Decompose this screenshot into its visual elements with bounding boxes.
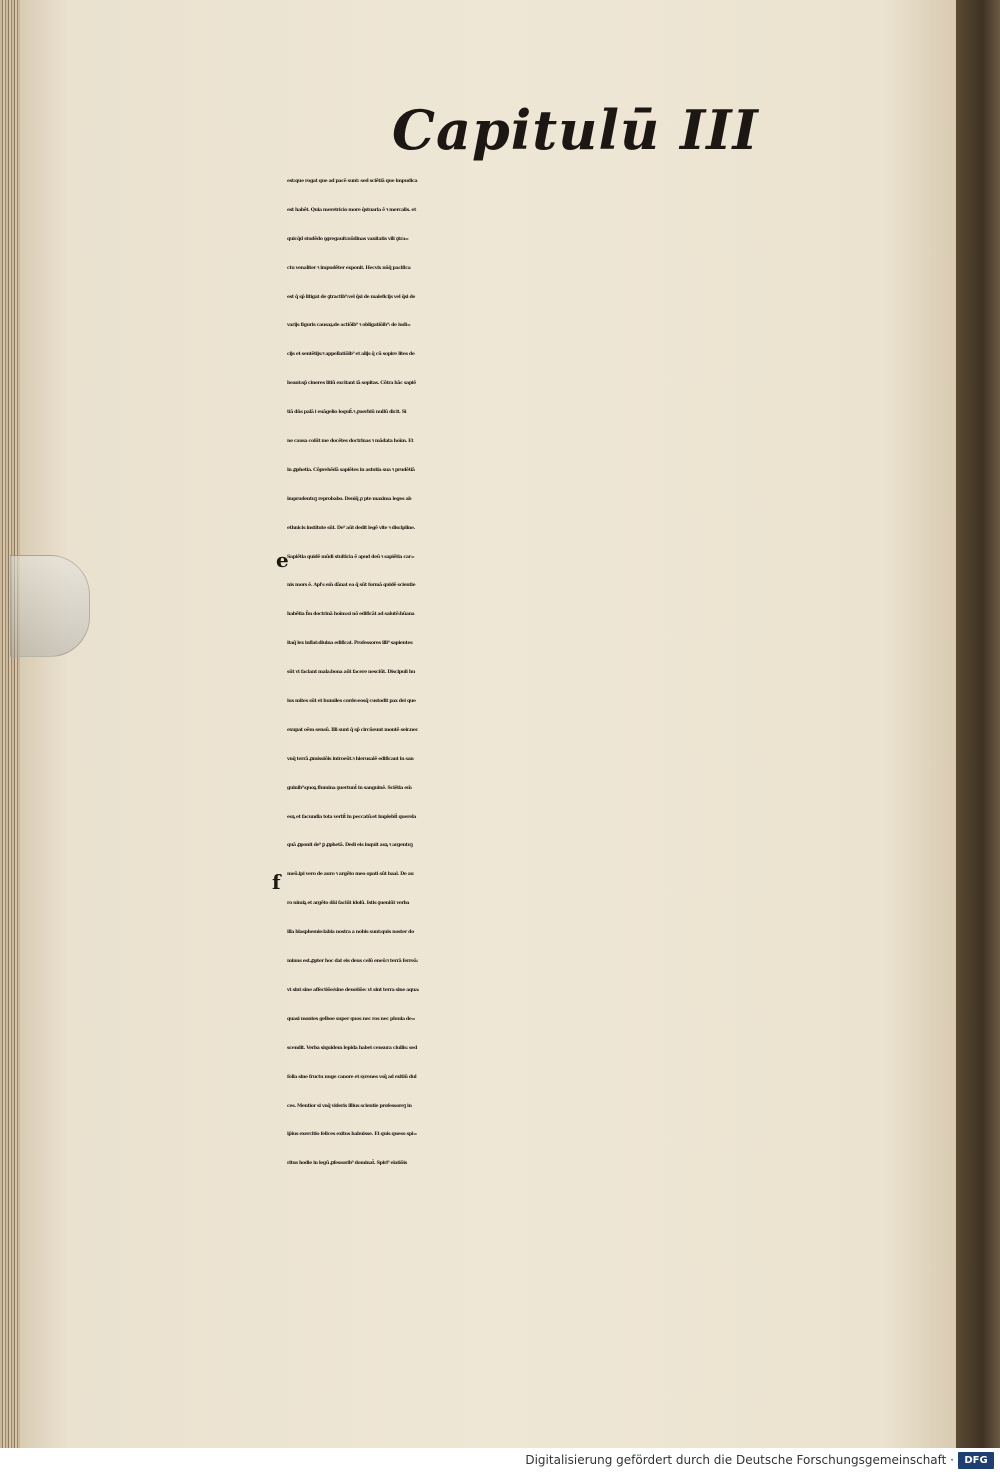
text-line: ne causa colūt me docētes doctrinas ꝛ mādata hoīm. Et [287, 439, 414, 445]
text-line: cijs et sentētijs:ꝛ appellatiōib⁹ et alijs q̄ cū sopire lites de [287, 352, 415, 358]
text-line: illa blasphemie:labia nostra a nobis sunt:quis noster do [287, 930, 414, 936]
book-cover-edge [956, 0, 1000, 1448]
text-line: varijs figuris causaꝝ:de actiōib⁹ ꝛ obligatiōib⁹: de iudi= [287, 323, 411, 329]
text-line: vnq̄ terrā ꝓmissiōis introeūt.ꝛ hierusalē edificant in san [287, 756, 414, 762]
text-line: ro nimiꝝ et argēto dn̄i faciūt idolū. Istis ꝯueniūt verba [287, 901, 410, 907]
text-line: quasi montes gelboe super quos nec ros nec pluuia de= [287, 1016, 416, 1022]
text-line: ces. Mentior si vnq̄ videris illius scientie professoreꝫ in [287, 1103, 412, 1109]
text-line: ius mites sūt et humiles corde:eosq̄ custodit pax dei que [287, 699, 416, 705]
text-line: beant:sp̄ cineres litiū excitant iā sopitas. Cōtra hāc sapiē [287, 381, 416, 387]
text-line: folia sine fructu nuge canore et syrenes vsq̄ ad exitiū dul [287, 1074, 417, 1080]
marginal-note-f: f [272, 870, 281, 894]
footer-credit: Digitalisierung gefördert durch die Deutsche Forschungsgemeinschaft · [525, 1453, 954, 1467]
text-line: meū.ipi vero de auro ꝛ argēto meo opati sūt baal. De au [287, 872, 414, 878]
footer-bar [0, 1448, 1000, 1474]
text-block [287, 168, 887, 1179]
text-line: guinib⁹:quoꝝ flumina ꝯuertunt̄ in sanguinē. Sciētia em̄ [287, 785, 412, 791]
text-line: in ꝓphetia. Cōprehēdā sapiētes in astutia sua ꝛ prudētiā [287, 467, 415, 473]
text-line: est:que rogat que ad pacē sunt: sed sciētiā que impudica [287, 179, 418, 184]
text-line: habētia f̄m doctrinā hoīm:si nō edificāt ad salutē:hūana [287, 612, 415, 618]
text-line: itaq̄ lex inflat:diuina edificat. Professores illi⁹ sapientes [287, 641, 413, 647]
marginal-note-e: e [276, 548, 289, 572]
text-line: nis mors ē. Apl's em̄ dānat ea q̄ sūt formā quidē scientie [287, 583, 416, 589]
text-line: ritus hodie in legū ꝓfessorib⁹ dominat̄. Spiri⁹ elatiōis [287, 1161, 407, 1167]
text-line: quā ꝓponit de⁹ ꝑ ꝓphetā. Dedi eis inquit auꝝ ꝛ argentuꝫ [287, 843, 413, 849]
text-line: vt sint sine affectiōe/sine deuotiōe: vt sint terra sine aqua: [287, 987, 420, 993]
text-line: ip̄ius exercitio felices exitus habuisse. Et quis queso spi= [287, 1132, 417, 1138]
text-line: imprudentuꝫ reprobabo. Deniq̄ ꝓ pte maxima leges ab [287, 496, 412, 502]
text-line: eoꝝ et facundia tota vertit̄ in peccatū:et implebit̄ querela [287, 814, 416, 820]
text-line: exupat oēm sensū. Illi sunt q̄ sp̄ circūeunt montē seir.nec [287, 727, 418, 733]
left-page-edges [0, 0, 22, 1448]
text-line: minus est.ꝓpter hoc dat eis deus celū eneū:ꝛ terrā ferreā: [287, 959, 418, 965]
text-line: quicq̄d studēdo ꝯgregauit:nūdinas vanitatis vili ꝯtra= [287, 236, 409, 242]
chapter-heading: Capitulū III [392, 98, 759, 162]
text-line: est q̄ sp̄ litigat de ꝯtractib⁹:vel q̄si de maleficijs vel q̄si de [287, 294, 416, 300]
text-line: ethnicis institute sūt. De⁹ aūt dedit legē vite ꝛ discipline. [287, 525, 415, 531]
text-line: scendit. Verba siquidem lepida habet censura ciuilis: sed [287, 1045, 417, 1051]
text-line: Sapiētia quidē mūdi stulticia ē apud deū ꝛ sapiētia car= [287, 554, 415, 560]
text-line: tiā dn̄s palā i euāgelio loquit̄.ꝛ ꝓuerbiū nullū dicit. Si [287, 410, 407, 416]
text-line: est habēt. Quia meretricio more q̄stuaria ē ꝛ mercalis. et [287, 207, 416, 213]
text-line: sūt vt faciant mala:bona aūt facere nesciūt. Discipuli hu [287, 670, 416, 676]
dfg-logo: DFG [958, 1452, 994, 1469]
book-clip [10, 555, 90, 657]
text-line: ctu venaliter ꝛ impudēter exponit. Hecvix nūq̄ pacifica [287, 265, 411, 271]
